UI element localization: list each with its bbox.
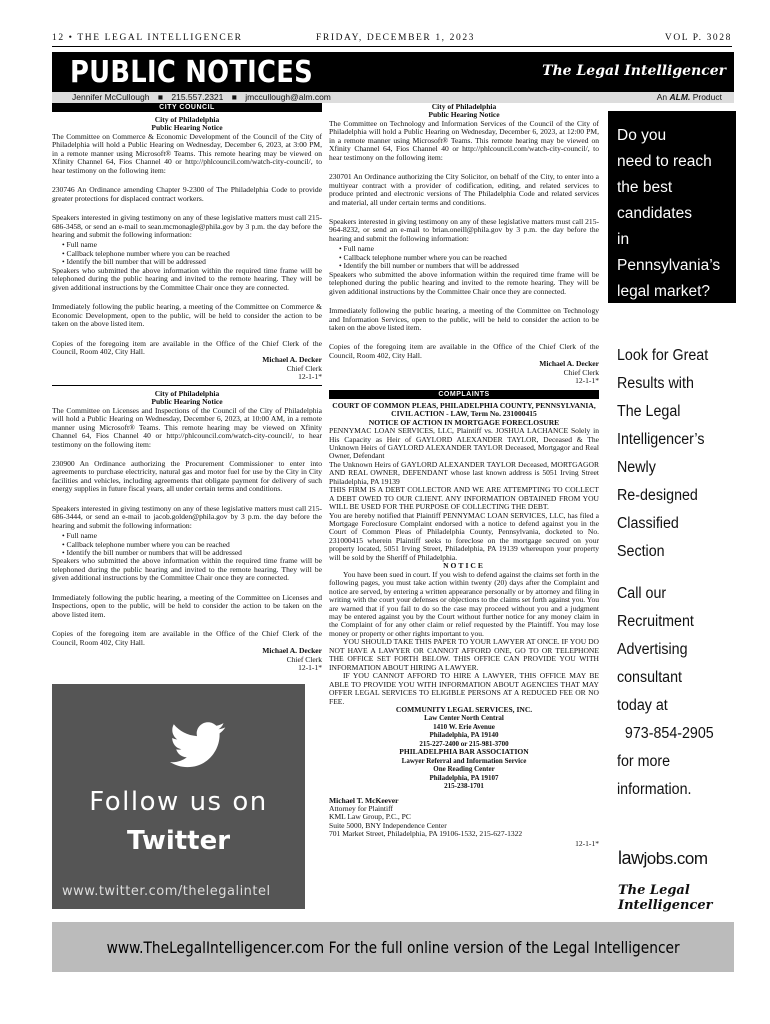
section-header-city-council: CITY COUNCIL	[52, 103, 322, 112]
recruitment-ad-body	[608, 330, 736, 913]
attorney-name: Michael T. McKeever	[329, 795, 399, 805]
twitter-promo[interactable]	[52, 684, 305, 909]
divider	[52, 385, 322, 386]
notice-heading: City of Philadelphia	[154, 388, 220, 398]
notice-code: 12-1-1*	[298, 372, 322, 382]
notices-column-2	[329, 103, 599, 913]
signature-name: Michael A. Decker	[539, 359, 599, 369]
attorney-line: KML Law Group, P.C., PC	[329, 812, 411, 822]
notice-speakers: Speakers interested in giving testimony on any of these legislative matters must call 215-964-8232, or send an e-mail to brian.oneill@phila.gov by 3 p.m. the day before the hearing and submit the following information:	[329, 216, 599, 243]
signature-title: Chief Clerk	[563, 367, 599, 377]
bullet-item: • Identify the bill number or numbers that will be addressed	[339, 261, 519, 271]
complaint-court: COURT OF COMMON PLEAS, PHILADELPHIA COUNTY, PENNSYLVANIA, CIVIL ACTION - LAW, Term No. 231000415	[332, 400, 596, 419]
issue-date: FRIDAY, DECEMBER 1, 2023	[316, 33, 476, 43]
recruitment-ad-top	[608, 103, 736, 303]
contact-name: Jennifer McCullough	[72, 92, 150, 102]
bullet-item: • Identify the bill number or numbers that will be addressed	[62, 548, 242, 558]
twitter-bird-icon	[170, 722, 226, 768]
notices-column-1	[52, 103, 322, 673]
section-header-complaints: COMPLAINTS	[329, 390, 599, 399]
complaint-debt-notice: THIS FIRM IS A DEBT COLLECTOR AND WE ARE ATTEMPTING TO COLLECT A DEBT OWED TO OUR CLIENT. ANY INFORMATION OBTAINED FROM YOU WILL BE USED FOR THE PURPOSE OF COLLECTING THE DEBT.	[329, 485, 599, 512]
attorney-line: Suite 5000, BNY Independence Center	[329, 820, 447, 830]
attorney-line: 701 Market Street, Philadelphia, PA 19106-1532, 215-627-1322	[329, 829, 523, 839]
masthead-logo: The Legal Intelligencer	[542, 63, 726, 79]
twitter-url[interactable]: www.twitter.com/thelegalintel	[62, 884, 271, 899]
bullet-item: • Callback telephone number where you can be reached	[339, 252, 507, 262]
bullet-item: • Full name	[62, 240, 97, 250]
notice-meeting: Immediately following the public hearing, a meeting of the Committee on Licenses and Inspections, open to the public, will be held to consider the action to be taken on the above listed item.	[52, 592, 322, 619]
notice-item: 230701 An Ordinance authorizing the City Solicitor, on behalf of the City, to enter into a multiyear contract with a provider of codification, editing, and related services to produce printed and electronic versions of The Philadelphia Code and related services and material, all under certain terms and conditions.	[329, 172, 599, 207]
ad-copy: Look for Great Results with The Legal Intelligencer’s Newly Re-designed Classified Section Call our Recruitment Advertising consultant today at 973-854-2905 for more information.	[617, 347, 714, 798]
notice-speakers: Speakers interested in giving testimony on any of these legislative matters must call 215-686-3458, or send an e-mail to sean.mcmonagle@phila.gov by 3 p.m. the day before the hearing and submit the following information:	[52, 213, 322, 239]
attorney-line: Attorney for Plaintiff	[329, 803, 393, 813]
legal-intelligencer-logo: The Legal Intelligencer	[618, 883, 713, 913]
contact-phone: 215.557.2321	[171, 92, 224, 102]
bullet-item: • Full name	[62, 531, 97, 541]
twitter-name: Twitter	[126, 826, 231, 856]
signature-title: Chief Clerk	[286, 654, 322, 664]
notice-instructions: Speakers who submitted the above information within the required time frame will be telephoned during the public hearing and invited to the remote hearing. They will be given additional instructions by the Committee Chair once they are connected.	[52, 556, 322, 583]
bullet-item: • Callback telephone number where you can be reached	[62, 539, 230, 549]
notice-meeting: Immediately following the public hearing, a meeting of the Committee on Technology and Information Services, open to the public, will be held to consider the action to be taken on the above listed item.	[329, 306, 599, 332]
top-rule	[52, 46, 732, 47]
complaint-lawyer-notice: YOU SHOULD TAKE THIS PAPER TO YOUR LAWYER AT ONCE. IF YOU DO NOT HAVE A LAWYER OR CANNOT AFFORD ONE, GO TO OR TELEPHONE THE OFFICE SET FORTH BELOW. THIS OFFICE CAN PROVIDE YOU WITH INFORMATION ABOUT HIRING A LAWYER.	[329, 637, 599, 672]
notice-heading: City of Philadelphia	[431, 102, 497, 111]
notice-instructions: Speakers who submitted the above information within the required time frame will be telephoned during the public hearing and invited to the remote hearing. They will be given additional instructions by the Committee Chair once they are connected.	[52, 265, 322, 292]
complaint-notice-body: You have been sued in court. If you wish to defend against the claims set forth in the following pages, you must take action within twenty (20) days after the Complaint and notice are served, by entering a written appearance personally or by attorney and filing in writing with the court your defenses or objections to the claims set forth against you. You are warned that if you fail to do so the case may proceed without you and a judgment may be entered against you by the Court without further notice for any money claim in the Complaint of for any other claim or relief requested by the Plaintiff. You may lose money or property or other rights important to you.	[329, 569, 599, 638]
legal-services-org: COMMUNITY LEGAL SERVICES, INC. Law Center North Central 1410 W. Erie Avenue Philadelphia, PA 19140 215-227-2400 or 215-981-3700 PHILADELPHIA BAR ASSOCIATION Lawyer Referral and Information Service One Reading Center Philadelphia, PA 19107 215-238-1701	[395, 705, 533, 791]
complaint-notified: You are hereby notified that Plaintiff PENNYMAC LOAN SERVICES, LLC, has filed a Mortgage Foreclosure Complaint endorsed with a notice to defend against you in the Court of Common Pleas of Philadelphia County, Pennsylvania, docketed to No. 231000415 wherein Plaintiff seeks to foreclose on the mortgage secured on your property located, 5051 Irving Street, Philadelphia, PA 19139 whereupon your property will be sold by the Sheriff of Philadelphia.	[329, 510, 599, 562]
notice-heading: City of Philadelphia	[154, 115, 220, 124]
notice-intro: The Committee on Licenses and Inspections of the Council of the City of Philadelphia will hold a Public Hearing on Wednesday, December 6, 2023, at 10:00 AM, in a remote manner using Microsoft® Teams. This remote hearing may be viewed on Xfinity Channel 64, Fios Channel 40 or http://phlcouncil.com/watch-city-council/, to hear testimony on the following item:	[52, 405, 322, 449]
signature-name: Michael A. Decker	[262, 646, 322, 656]
footer-text[interactable]: www.TheLegalIntelligencer.com For the full online version of the Legal Intelligencer	[106, 938, 680, 957]
complaint-parties: PENNYMAC LOAN SERVICES, LLC, Plaintiff vs. JOSHUA LACHANCE Solely in His Capacity as Heir of GAYLORD ALEXANDER TAYLOR, Deceased & The Unknown Heirs of GAYLORD ALEXANDER TAYLOR Deceased, Mortgagor and Real Owner, Defendant	[329, 426, 599, 461]
running-head	[52, 33, 732, 45]
notice-code: 12-1-1*	[298, 663, 322, 673]
notice-meeting: Immediately following the public hearing, a meeting of the Committee on Commerce & Economic Development, open to the public, will be held to consider the action to be taken on the above listed item.	[52, 302, 322, 329]
bullet-item: • Full name	[339, 244, 374, 254]
notice-label: NOTICE	[443, 561, 485, 571]
notice-code: 12-1-1*	[575, 838, 599, 848]
notice-code: 12-1-1*	[575, 376, 599, 386]
complaint-title: NOTICE OF ACTION IN MORTGAGE FORECLOSURE	[368, 417, 560, 427]
contact-email[interactable]: jmccullough@alm.com	[245, 92, 331, 102]
notice-item: 230746 An Ordinance amending Chapter 9-2300 of The Philadelphia Code to provide greater protections for displaced contract workers.	[52, 185, 322, 203]
complaint-afford-notice: IF YOU CANNOT AFFORD TO HIRE A LAWYER, THIS OFFICE MAY BE ABLE TO PROVIDE YOU WITH INFORMATION ABOUT AGENCIES THAT MAY OFFER LEGAL SERVICES TO ELIGIBLE PERSONS AT A REDUCED FEE OR NO FEE.	[329, 671, 599, 706]
alm-product-label: An ALM. Product	[656, 92, 722, 102]
bullet-icon: ■	[157, 92, 163, 102]
page-number-label: 12 • THE LEGAL INTELLIGENCER	[52, 33, 243, 43]
signature-name: Michael A. Decker	[262, 355, 322, 365]
ad-question: Do you need to reach the best candidates in Pennsylvania’s legal market?	[617, 127, 721, 300]
complaint-addressee: The Unknown Heirs of GAYLORD ALEXANDER TAYLOR Deceased, MORTGAGOR AND REAL OWNER, DEFENDANT whose last known address is 5051 Irving Street Philadelphia, PA 19139	[329, 459, 599, 486]
footer-banner[interactable]	[52, 922, 734, 972]
notice-copies: Copies of the foregoing item are available in the Office of the Chief Clerk of the Council, Room 402, City Hall.	[52, 629, 322, 647]
section-title: PUBLIC NOTICES	[70, 55, 313, 90]
bullet-item: • Callback telephone number where you can be reached	[62, 248, 230, 258]
notice-subheading: Public Hearing Notice	[151, 123, 223, 133]
notice-copies: Copies of the foregoing item are available in the Office of the Chief Clerk of the Council, Room 402, City Hall.	[329, 342, 599, 360]
signature-title: Chief Clerk	[286, 363, 322, 373]
notice-item: 230900 An Ordinance authorizing the Procurement Commissioner to enter into agreements to purchase electricity, natural gas and motor fuel for use by the City in City facilities and vehicles, including agreements that obligate payment for delivery of such energy supplies in future fiscal years, all under certain terms and conditions.	[52, 458, 322, 494]
lawjobs-logo[interactable]: lawjobs.com	[618, 848, 708, 868]
volume-label: VOL P. 3028	[664, 33, 732, 43]
notice-intro: The Committee on Technology and Information Services of the Council of the City of Philadelphia will hold a Public Hearing on Wednesday, December 6, 2023, at 12:00 PM, in a remote manner using Microsoft® Teams. This remote hearing may be viewed on Xfinity Channel 64, Fios Channel 40 or http://phlcouncil.com/watch-city-council/, to hear testimony on the following item:	[329, 118, 599, 162]
ad-phone: 973-854-2905	[617, 725, 714, 742]
contact-bar	[52, 92, 734, 103]
public-notices-banner	[52, 52, 734, 92]
notice-copies: Copies of the foregoing item are available in the Office of the Chief Clerk of the Council, Room 402, City Hall.	[52, 338, 322, 356]
notice-subheading: Public Hearing Notice	[151, 397, 223, 407]
twitter-follow-text: Follow us on	[89, 787, 268, 817]
bullet-item: • Identify the bill number that will be addressed	[62, 257, 206, 267]
notice-intro: The Committee on Commerce & Economic Development of the Council of the City of Philadelphia will hold a Public Hearing on Wednesday, December 6, 2023, at 3:00 PM, in a remote manner using Microsoft® Teams. This remote hearing may be viewed on Xfinity Channel 64, Fios Channel 40 or http://phlcouncil.com/watch-city-council/, to hear testimony on the following item:	[52, 131, 322, 175]
bullet-icon: ■	[231, 92, 237, 102]
notice-instructions: Speakers who submitted the above information within the required time frame will be telephoned during the public hearing and invited to the remote hearing. They will be given additional instructions by the Committee Chair once they are connected.	[329, 269, 599, 296]
notice-subheading: Public Hearing Notice	[428, 110, 500, 120]
notice-speakers: Speakers interested in giving testimony on any of these legislative matters must call 215-686-3444, or send an e-mail to jacob.golden@phila.gov by 3 p.m. the day before the hearing and submit the following information:	[52, 503, 322, 530]
